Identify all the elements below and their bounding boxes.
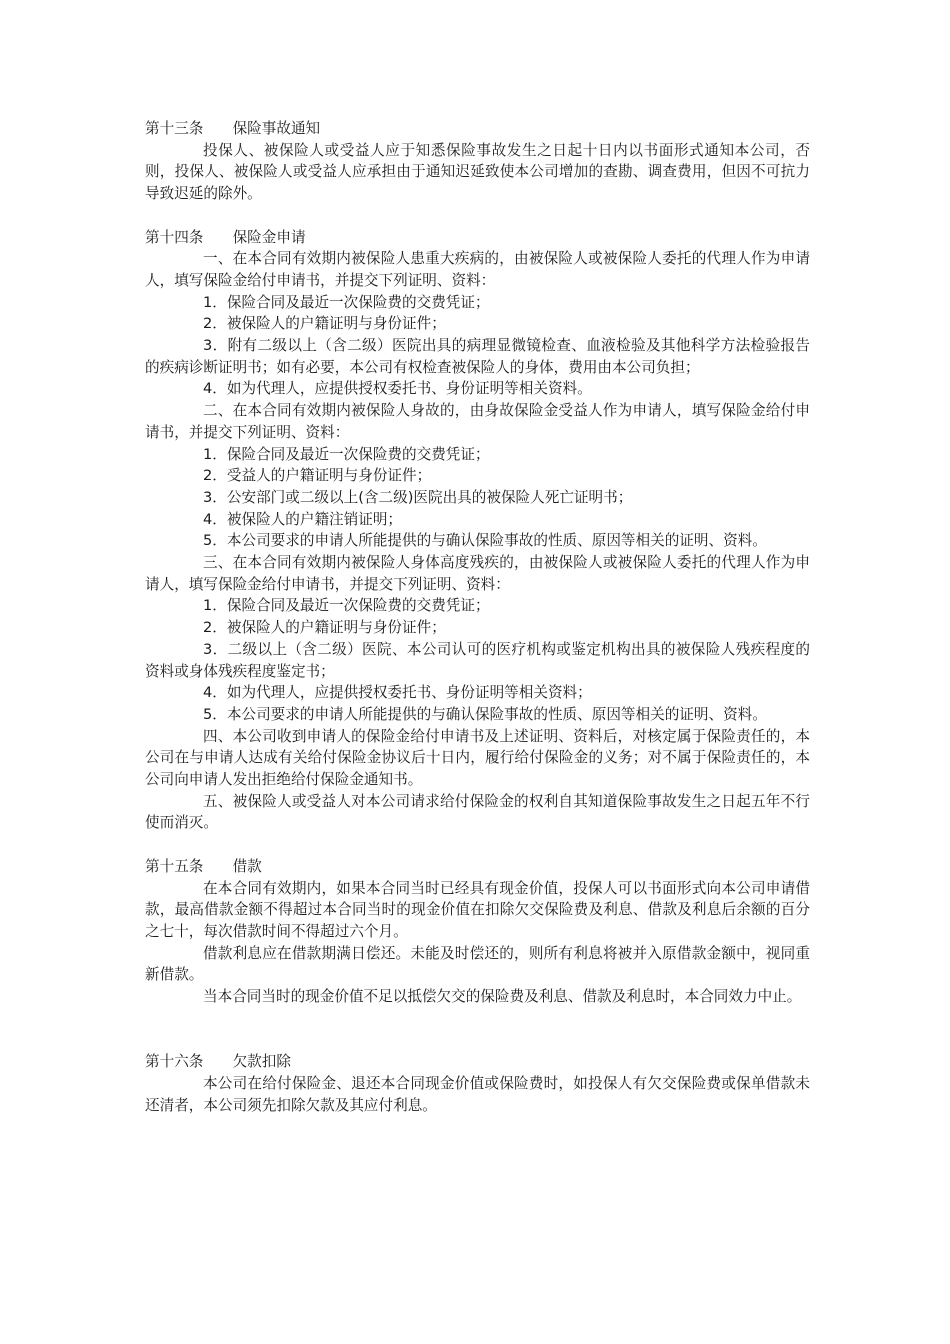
spacer	[145, 1008, 810, 1051]
clause-1-item: 2．被保险人的户籍证明与身份证件；	[203, 315, 446, 333]
spacer	[145, 834, 810, 856]
clause-1-item: 4．如为代理人，应提供授权委托书、身份证明等相关资料。	[203, 380, 592, 398]
clause-2-item: 3．公安部门或二级以上(含二级)医院出具的被保险人死亡证明书；	[203, 488, 633, 506]
article-13-title: 第十三条 保险事故通知	[145, 120, 321, 137]
clause-2-intro: 二、在本合同有效期内被保险人身故的，由身故保险金受益人作为申请人，填写保险金给付申请书，并提交下列证明、资料：	[145, 402, 810, 441]
clause-3-item: 3．二级以上（含二级）医院、本公司认可的医疗机构或鉴定机构出具的被保险人残疾程度的资料或身体残疾程度鉴定书；	[145, 640, 810, 680]
clause-4-paragraph: 四、本公司收到申请人的保险金给付申请书及上述证明、资料后，对核定属于保险责任的，本公司在与申请人达成有关给付保险金协议后十日内，履行给付保险金的义务；对不属于保险责任的，本公司向申请人发出拒绝给付保险金通知书。	[145, 727, 810, 789]
clause-3-item: 4．如为代理人，应提供授权委托书、身份证明等相关资料；	[203, 684, 592, 702]
document-page	[145, 118, 810, 1116]
article-14-title: 第十四条 保险金申请	[145, 228, 306, 246]
clause-3-item: 1．保险合同及最近一次保险费的交费凭证；	[203, 597, 490, 615]
article-15-paragraph-2: 借款利息应在借款期满日偿还。未能及时偿还的，则所有利息将被并入原借款金额中，视同重新借款。	[145, 944, 810, 984]
article-13-paragraph: 投保人、被保险人或受益人应于知悉保险事故发生之日起十日内以书面形式通知本公司，否则，投保人、被保险人或受益人应承担由于通知迟延致使本公司增加的查勘、调查费用，但因不可抗力导致迟延的除外。	[145, 141, 810, 203]
clause-2-item: 2．受益人的户籍证明与身份证件；	[203, 467, 432, 485]
clause-3-intro: 三、在本合同有效期内被保险人身体高度残疾的，由被保险人或被保险人委托的代理人作为申请人，填写保险金给付申请书，并提交下列证明、资料：	[145, 554, 810, 593]
article-15-paragraph-1: 在本合同有效期内，如果本合同当时已经具有现金价值，投保人可以书面形式向本公司申请借款，最高借款金额不得超过本合同当时的现金价值在扣除欠交保险费及利息、借款及利息后余额的百分之七十，每次借款时间不得超过六个月。	[145, 879, 810, 940]
article-16-paragraph: 本公司在给付保险金、退还本合同现金价值或保险费时，如投保人有欠交保险费或保单借款未还清者，本公司须先扣除欠款及其应付利息。	[145, 1074, 810, 1114]
clause-3-item: 5．本公司要求的申请人所能提供的与确认保险事故的性质、原因等相关的证明、资料。	[203, 705, 767, 723]
spacer	[145, 205, 810, 227]
clause-2-item: 5．本公司要求的申请人所能提供的与确认保险事故的性质、原因等相关的证明、资料。	[203, 532, 767, 550]
clause-1-item: 1．保险合同及最近一次保险费的交费凭证；	[203, 293, 490, 311]
article-15-paragraph-3: 当本合同当时的现金价值不足以抵偿欠交的保险费及利息、借款及利息时，本合同效力中止。	[203, 988, 802, 1006]
clause-1-item: 3．附有二级以上（含二级）医院出具的病理显微镜检查、血液检验及其他科学方法检验报告的疾病诊断证明书；如有必要，本公司有权检查被保险人的身体，费用由本公司负担；	[145, 337, 810, 376]
article-15-title: 第十五条 借款	[145, 857, 262, 875]
clause-2-item: 1．保险合同及最近一次保险费的交费凭证；	[203, 445, 490, 463]
article-16-title: 第十六条 欠款扣除	[145, 1053, 291, 1071]
clause-5-paragraph: 五、被保险人或受益人对本公司请求给付保险金的权利自其知道保险事故发生之日起五年不行使而消灭。	[145, 792, 810, 832]
clause-2-item: 4．被保险人的户籍注销证明；	[203, 510, 403, 528]
clause-1-intro: 一、在本合同有效期内被保险人患重大疾病的，由被保险人或被保险人委托的代理人作为申请人，填写保险金给付申请书，并提交下列证明、资料：	[145, 250, 810, 289]
clause-3-item: 2．被保险人的户籍证明与身份证件；	[203, 619, 446, 637]
